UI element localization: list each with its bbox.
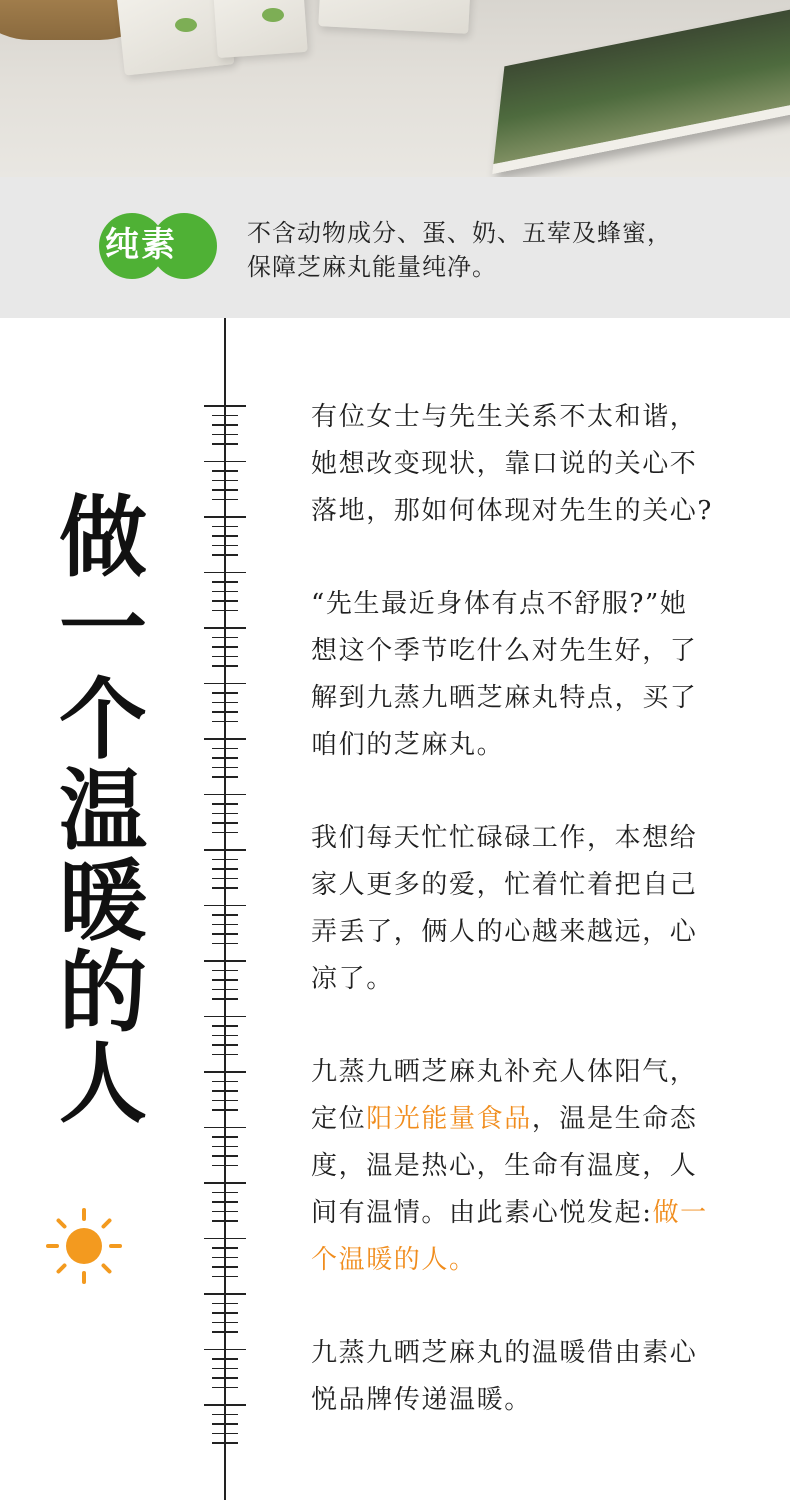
- ruler-tick: [212, 878, 238, 880]
- ruler-tick: [212, 1358, 238, 1360]
- title-char: 暖: [58, 849, 147, 953]
- sun-icon: [44, 1206, 124, 1286]
- ruler-tick: [204, 738, 246, 740]
- paragraph-line: 度，温是热心，生命有温度，人: [311, 1151, 698, 1181]
- ruler-tick: [204, 1071, 246, 1073]
- paragraph-line: 我们每天忙忙碌碌工作，本想给: [311, 823, 698, 853]
- ruler-tick: [212, 1165, 238, 1167]
- highlight-text: 阳光能量食品: [366, 1104, 532, 1134]
- ruler-tick: [212, 859, 238, 861]
- ruler-tick: [212, 545, 238, 547]
- ruler-tick: [212, 1276, 238, 1278]
- ruler-tick: [212, 424, 238, 426]
- title-char: 人: [58, 1031, 147, 1135]
- paragraph-line: 弄丢了，俩人的心越来越远，心: [311, 917, 698, 947]
- ruler-tick: [212, 1146, 238, 1148]
- ruler-tick: [212, 1257, 238, 1259]
- leaf-logo-icon: [175, 18, 197, 32]
- ruler-tick: [204, 794, 246, 796]
- ruler-tick: [212, 1423, 238, 1425]
- ruler-tick: [212, 692, 238, 694]
- ruler-tick: [212, 1442, 238, 1444]
- ruler-tick: [212, 803, 238, 805]
- highlight-text: 做一: [652, 1198, 708, 1228]
- ruler-tick: [212, 1155, 238, 1157]
- ruler-tick: [204, 516, 246, 518]
- ruler-tick: [204, 1182, 246, 1184]
- ruler-tick: [212, 1081, 238, 1083]
- ruler-tick: [212, 1247, 238, 1249]
- ruler-tick: [212, 581, 238, 583]
- ruler-tick: [204, 1349, 246, 1351]
- highlight-text: 个温暖的人。: [311, 1245, 477, 1275]
- ruler-tick: [212, 970, 238, 972]
- ruler-tick: [212, 1433, 238, 1435]
- ruler-tick: [212, 887, 238, 889]
- vegan-description-line: 不含动物成分、蛋、奶、五荤及蜂蜜，: [247, 219, 672, 247]
- ruler-tick: [212, 1331, 238, 1333]
- ruler-tick: [212, 526, 238, 528]
- ruler-tick: [212, 1025, 238, 1027]
- vegan-description-line: 保障芝麻丸能量纯净。: [247, 253, 497, 281]
- paragraph-line: 咱们的芝麻丸。: [311, 730, 505, 760]
- vegan-description: [247, 216, 767, 284]
- ruler-tick: [204, 683, 246, 685]
- ruler-tick: [204, 1238, 246, 1240]
- ruler-tick: [212, 1201, 238, 1203]
- ruler-tick: [212, 721, 238, 723]
- ruler-tick: [212, 480, 238, 482]
- ruler-tick: [204, 1404, 246, 1406]
- ruler-tick: [212, 1054, 238, 1056]
- ruler-tick: [212, 914, 238, 916]
- ruler-tick: [212, 1211, 238, 1213]
- paragraph-line: 她想改变现状，靠口说的关心不: [311, 449, 698, 479]
- vegan-badge: [99, 213, 219, 279]
- paragraph-line: [311, 1190, 761, 1237]
- ruler-tick: [212, 989, 238, 991]
- vegan-badge-label: 纯素: [105, 225, 177, 265]
- text-span: 间有温情。由此素心悦发起:: [311, 1198, 653, 1228]
- ruler-tick: [212, 554, 238, 556]
- story-text: [311, 394, 761, 1424]
- ruler-tick: [212, 1368, 238, 1370]
- paragraph-line: 九蒸九晒芝麻丸的温暖借由素心: [311, 1338, 698, 1368]
- ruler-tick: [204, 905, 246, 907]
- ruler-tick: [204, 960, 246, 962]
- ruler-tick: [212, 702, 238, 704]
- paragraph-line: 九蒸九晒芝麻丸补充人体阳气，: [311, 1057, 698, 1087]
- paragraph-line: “先生最近身体有点不舒服?”她: [311, 589, 688, 619]
- ruler-tick: [212, 600, 238, 602]
- ruler-tick: [212, 868, 238, 870]
- ruler-tick: [212, 924, 238, 926]
- ruler-tick: [204, 1293, 246, 1295]
- ruler-tick: [212, 776, 238, 778]
- ruler-tick: [212, 1303, 238, 1305]
- ruler-tick: [212, 1136, 238, 1138]
- ruler-tick: [212, 1035, 238, 1037]
- ruler-tick: [212, 748, 238, 750]
- ruler-tick: [212, 434, 238, 436]
- title-char: 做: [58, 485, 147, 589]
- ruler-tick: [212, 1387, 238, 1389]
- ruler-tick: [212, 1090, 238, 1092]
- ruler-tick: [212, 933, 238, 935]
- text-span: ，温是生命态: [531, 1104, 698, 1134]
- ruler-tick: [212, 979, 238, 981]
- ruler-tick: [212, 1312, 238, 1314]
- title-char: 的: [58, 940, 147, 1044]
- product-pouch: [212, 0, 307, 58]
- paragraph-line: 解到九蒸九晒芝麻丸特点，买了: [311, 683, 698, 713]
- paragraph-line: 有位女士与先生关系不太和谐，: [311, 402, 698, 432]
- ruler-tick: [212, 711, 238, 713]
- ruler-tick: [212, 1192, 238, 1194]
- title-char: 温: [58, 758, 147, 862]
- ruler-tick: [212, 757, 238, 759]
- ruler-tick: [212, 443, 238, 445]
- ruler-tick: [212, 535, 238, 537]
- ruler-tick: [212, 822, 238, 824]
- ruler-tick: [204, 572, 246, 574]
- ruler-tick: [212, 998, 238, 1000]
- paragraph-line: 家人更多的爱，忙着忙着把自己: [311, 870, 698, 900]
- paragraph-line: 凉了。: [311, 964, 394, 994]
- product-photo: [0, 0, 790, 177]
- paragraph-line: 落地，那如何体现对先生的关心?: [311, 496, 713, 526]
- ruler-tick: [212, 1414, 238, 1416]
- ruler-tick: [204, 1127, 246, 1129]
- ruler-tick: [212, 767, 238, 769]
- ruler-tick: [212, 470, 238, 472]
- ruler-tick: [212, 665, 238, 667]
- ruler-tick: [212, 943, 238, 945]
- title-char: 一: [58, 576, 147, 680]
- ruler-tick: [212, 656, 238, 658]
- leaf-logo-icon: [262, 8, 284, 22]
- ruler-tick: [212, 1322, 238, 1324]
- product-pouch: [318, 0, 471, 34]
- ruler-tick: [212, 591, 238, 593]
- title-char: 个: [58, 667, 147, 771]
- ruler-tick: [212, 1220, 238, 1222]
- ruler-tick: [212, 646, 238, 648]
- ruler-tick: [212, 1100, 238, 1102]
- paragraph-line: 悦品牌传递温暖。: [311, 1385, 532, 1415]
- paragraph-line: 想这个季节吃什么对先生好，了: [311, 636, 698, 666]
- ruler-tick: [212, 1377, 238, 1379]
- ruler-tick: [212, 1266, 238, 1268]
- text-span: 定位: [311, 1104, 367, 1134]
- vertical-title: [48, 485, 158, 1135]
- paragraph-line: [311, 1096, 761, 1143]
- ruler-tick: [212, 1044, 238, 1046]
- ruler-tick: [204, 1016, 246, 1018]
- ruler-tick: [212, 415, 238, 417]
- ruler-tick: [204, 405, 246, 407]
- ruler-tick: [204, 627, 246, 629]
- book-image: [492, 6, 790, 174]
- ruler-ticks: [204, 405, 246, 1440]
- ruler-tick: [212, 637, 238, 639]
- ruler-tick: [212, 813, 238, 815]
- ruler-tick: [212, 832, 238, 834]
- ruler-tick: [212, 499, 238, 501]
- ruler-tick: [212, 489, 238, 491]
- ruler-tick: [204, 461, 246, 463]
- ruler-tick: [204, 849, 246, 851]
- ruler-tick: [212, 610, 238, 612]
- ruler-tick: [212, 1109, 238, 1111]
